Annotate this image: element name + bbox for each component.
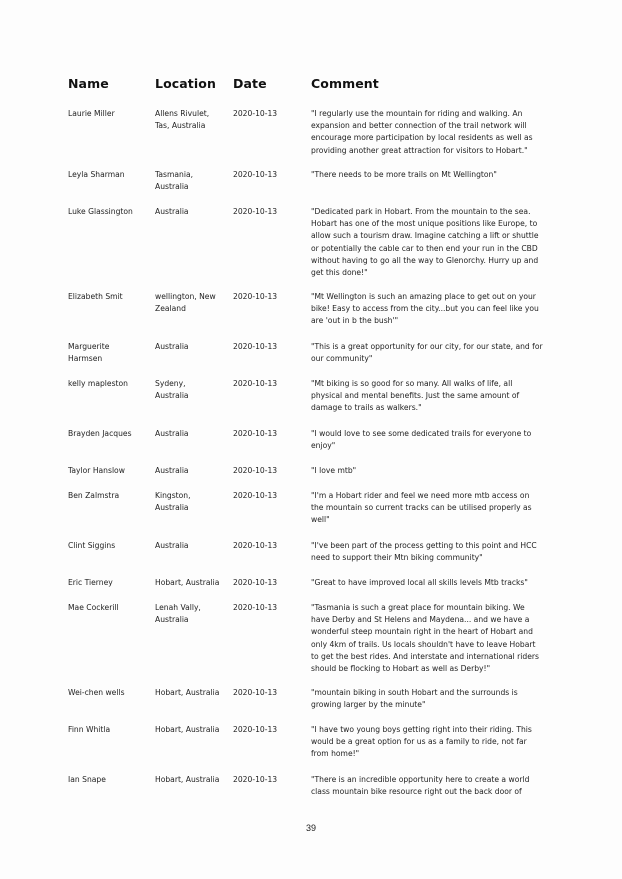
- cell-date: 2020-10-13: [233, 578, 278, 587]
- cell-comment-line: damage to trails as walkers.": [311, 403, 422, 413]
- cell-name-line: kelly mapleston: [68, 379, 128, 388]
- cell-name-line: Ian Snape: [68, 775, 106, 784]
- cell-location-line: Australia: [155, 541, 189, 550]
- cell-name-line: Harmsen: [68, 354, 103, 364]
- cell-comment-line: providing another great attraction for visitors to Hobart.": [311, 145, 528, 155]
- cell-location-line: Australia: [155, 615, 189, 625]
- cell-location-line: Tasmania,: [155, 170, 194, 179]
- cell-comment-line: or potentially the cable car to then end your run in the CBD: [311, 243, 538, 253]
- cell-location-line: Australia: [155, 429, 189, 438]
- cell-comment-line: encourage more participation by local residents as well as: [311, 133, 533, 143]
- cell-comment-line: need to support their Mtn biking community": [311, 553, 483, 563]
- cell-name-line: Clint Siggins: [68, 541, 116, 550]
- cell-name: [68, 428, 148, 440]
- cell-name: [68, 341, 148, 365]
- cell-comment-line: class mountain bike resource right out the back door of: [311, 787, 522, 797]
- cell-location-line: Allens Rivulet,: [155, 109, 210, 118]
- cell-comment-line: physical and mental benefits. Just the same amount of: [311, 391, 520, 401]
- cell-location-line: Hobart, Australia: [155, 688, 220, 697]
- cell-comment: [311, 540, 543, 564]
- cell-location-line: Hobart, Australia: [155, 578, 220, 587]
- cell-name-line: Luke Glassington: [68, 207, 133, 216]
- header-location: Location: [155, 76, 216, 91]
- cell-location-line: Hobart, Australia: [155, 725, 220, 734]
- cell-name: [68, 291, 148, 303]
- cell-comment: [311, 465, 543, 477]
- cell-name-line: Finn Whitla: [68, 725, 111, 734]
- cell-comment: [311, 428, 543, 452]
- cell-comment-line: "mountain biking in south Hobart and the surrounds is: [311, 688, 518, 697]
- cell-name: [68, 687, 148, 699]
- cell-location-line: Kingston,: [155, 491, 191, 500]
- cell-comment-line: "I have two young boys getting right into their riding. This: [311, 725, 532, 734]
- cell-name: [68, 378, 148, 390]
- cell-location-line: Zealand: [155, 304, 186, 314]
- cell-comment-line: "Mt Wellington is such an amazing place to get out on your: [311, 292, 536, 301]
- cell-location: [155, 108, 227, 132]
- cell-comment: [311, 724, 543, 761]
- cell-comment-line: get this done!": [311, 268, 368, 278]
- cell-comment-line: "Dedicated park in Hobart. From the mountain to the sea.: [311, 207, 531, 216]
- cell-location: [155, 291, 227, 315]
- cell-comment: [311, 341, 543, 365]
- cell-comment: [311, 490, 543, 527]
- cell-comment-line: from home!": [311, 749, 360, 759]
- cell-name-line: Elizabeth Smit: [68, 292, 123, 301]
- cell-location-line: Australia: [155, 342, 189, 351]
- cell-comment-line: "There needs to be more trails on Mt Wellington": [311, 170, 497, 179]
- cell-comment-line: "I regularly use the mountain for riding and walking. An: [311, 109, 523, 118]
- cell-comment: [311, 108, 543, 157]
- cell-comment-line: to get the best rides. And interstate and international riders: [311, 651, 539, 661]
- cell-comment: [311, 687, 543, 711]
- cell-comment-line: wonderful steep mountain right in the heart of Hobart and: [311, 627, 533, 637]
- cell-comment-line: "This is a great opportunity for our city, for our state, and for: [311, 342, 543, 351]
- cell-name: [68, 490, 148, 502]
- cell-comment-line: only 4km of trails. Us locals shouldn't have to leave Hobart: [311, 639, 536, 649]
- cell-location-line: wellington, New: [155, 292, 216, 301]
- cell-comment: [311, 169, 543, 181]
- cell-comment-line: enjoy": [311, 441, 336, 451]
- cell-date: 2020-10-13: [233, 541, 278, 550]
- cell-comment-line: the mountain so current tracks can be utilised properly as: [311, 503, 532, 513]
- cell-name-line: Laurie Miller: [68, 109, 115, 118]
- cell-comment-line: "I love mtb": [311, 466, 357, 475]
- cell-date: 2020-10-13: [233, 109, 278, 118]
- cell-comment-line: "Tasmania is such a great place for mountain biking. We: [311, 603, 525, 612]
- cell-location-line: Tas, Australia: [155, 121, 206, 131]
- cell-comment: [311, 291, 543, 328]
- header-name: Name: [68, 76, 109, 91]
- cell-comment: [311, 602, 543, 675]
- cell-comment-line: well": [311, 515, 330, 525]
- cell-comment-line: Hobart has one of the most unique positions like Europe, to: [311, 219, 538, 229]
- cell-location: [155, 465, 227, 477]
- header-date: Date: [233, 76, 267, 91]
- cell-comment-line: would be a great option for us as a family to ride, not far: [311, 737, 527, 747]
- cell-location-line: Lenah Vally,: [155, 603, 201, 612]
- cell-comment-line: allow such a tourism draw. Imagine catching a lift or shuttle: [311, 231, 539, 241]
- cell-comment-line: expansion and better connection of the trail network will: [311, 121, 527, 131]
- cell-date: 2020-10-13: [233, 725, 278, 734]
- cell-location-line: Australia: [155, 503, 189, 513]
- cell-name: [68, 602, 148, 614]
- cell-date: 2020-10-13: [233, 207, 278, 216]
- cell-name-line: Taylor Hanslow: [68, 466, 125, 475]
- cell-date: 2020-10-13: [233, 775, 278, 784]
- cell-name-line: Mae Cockerill: [68, 603, 119, 612]
- cell-comment-line: "Great to have improved local all skills levels Mtb tracks": [311, 578, 528, 587]
- cell-location: [155, 774, 227, 786]
- cell-location: [155, 378, 227, 402]
- cell-comment: [311, 577, 543, 589]
- cell-date: 2020-10-13: [233, 342, 278, 351]
- header-comment: Comment: [311, 76, 379, 91]
- cell-location-line: Australia: [155, 391, 189, 401]
- cell-location: [155, 577, 227, 589]
- page-number: 39: [305, 823, 316, 833]
- cell-location: [155, 428, 227, 440]
- cell-name: [68, 465, 148, 477]
- cell-name: [68, 108, 148, 120]
- cell-comment-line: should be flocking to Hobart as well as Derby!": [311, 664, 491, 674]
- cell-comment-line: without having to go all the way to Glenorchy. Hurry up and: [311, 255, 539, 265]
- cell-comment: [311, 774, 543, 798]
- cell-comment-line: bike! Easy to access from the city...but you can feel like you: [311, 304, 539, 314]
- cell-comment-line: "Mt biking is so good for so many. All walks of life, all: [311, 379, 513, 388]
- cell-location-line: Australia: [155, 207, 189, 216]
- cell-location: [155, 540, 227, 552]
- cell-comment-line: "I would love to see some dedicated trails for everyone to: [311, 429, 532, 438]
- cell-location-line: Australia: [155, 466, 189, 475]
- cell-comment-line: "I'm a Hobart rider and feel we need more mtb access on: [311, 491, 530, 500]
- cell-name-line: Leyla Sharman: [68, 170, 125, 179]
- cell-location: [155, 602, 227, 626]
- cell-date: 2020-10-13: [233, 603, 278, 612]
- cell-location: [155, 169, 227, 193]
- cell-comment-line: are 'out in b the bush'": [311, 316, 399, 326]
- cell-name: [68, 774, 148, 786]
- cell-comment-line: "I've been part of the process getting to this point and HCC: [311, 541, 537, 550]
- cell-date: 2020-10-13: [233, 688, 278, 697]
- cell-date: 2020-10-13: [233, 170, 278, 179]
- cell-location: [155, 724, 227, 736]
- cell-name: [68, 724, 148, 736]
- cell-location-line: Hobart, Australia: [155, 775, 220, 784]
- cell-name-line: Ben Zalmstra: [68, 491, 120, 500]
- cell-comment-line: our community": [311, 354, 373, 364]
- cell-name: [68, 169, 148, 181]
- cell-location-line: Sydeny,: [155, 379, 186, 388]
- cell-name-line: Brayden Jacques: [68, 429, 132, 438]
- cell-comment-line: have Derby and St Helens and Maydena... and we have a: [311, 615, 530, 625]
- cell-name-line: Marguerite: [68, 342, 110, 351]
- cell-name-line: Eric Tierney: [68, 578, 113, 587]
- cell-name: [68, 540, 148, 552]
- cell-comment-line: "There is an incredible opportunity here to create a world: [311, 775, 530, 784]
- cell-name: [68, 577, 148, 589]
- cell-location: [155, 206, 227, 218]
- cell-date: 2020-10-13: [233, 466, 278, 475]
- cell-location: [155, 490, 227, 514]
- cell-location: [155, 341, 227, 353]
- cell-date: 2020-10-13: [233, 429, 278, 438]
- cell-comment: [311, 206, 543, 279]
- cell-date: 2020-10-13: [233, 491, 278, 500]
- cell-date: 2020-10-13: [233, 379, 278, 388]
- cell-date: 2020-10-13: [233, 292, 278, 301]
- cell-name: [68, 206, 148, 218]
- cell-comment-line: growing larger by the minute": [311, 700, 426, 710]
- cell-location: [155, 687, 227, 699]
- cell-name-line: Wei-chen wells: [68, 688, 125, 697]
- cell-location-line: Australia: [155, 182, 189, 192]
- cell-comment: [311, 378, 543, 415]
